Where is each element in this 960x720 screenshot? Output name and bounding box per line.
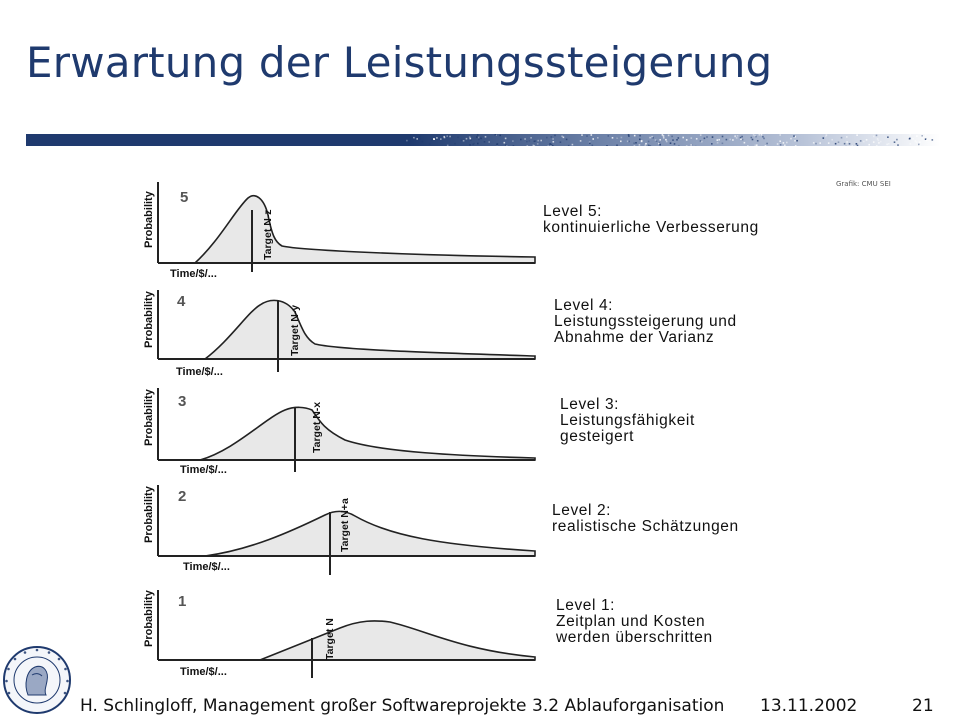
bar-texture-dot xyxy=(449,136,451,138)
bar-texture-dot xyxy=(477,134,479,136)
target-label-2: Target N+a xyxy=(339,498,351,552)
bar-texture-dot xyxy=(815,143,817,145)
bar-texture-dot xyxy=(790,138,792,140)
bar-texture-dot xyxy=(704,138,706,140)
bar-texture-dot xyxy=(777,143,779,145)
bar-texture-dot xyxy=(440,138,442,140)
bar-texture-dot xyxy=(686,139,688,141)
bar-texture-dot xyxy=(755,145,757,147)
y-label-2: Probability xyxy=(143,486,155,543)
bar-texture-dot xyxy=(700,140,702,142)
bar-texture-dot xyxy=(691,137,693,139)
bar-texture-dot xyxy=(700,134,702,136)
panel-number-1: 1 xyxy=(178,593,187,610)
bar-texture-dot xyxy=(916,135,918,137)
panel-level-1 xyxy=(143,589,535,678)
bar-texture-dot xyxy=(880,141,882,143)
bar-texture-dot xyxy=(504,142,506,144)
bar-texture-dot xyxy=(860,140,862,142)
bar-texture-dot xyxy=(470,138,472,140)
university-seal-logo xyxy=(2,645,72,715)
bar-texture-dot xyxy=(488,141,490,143)
bar-texture-dot xyxy=(823,137,825,139)
bar-texture-dot xyxy=(552,145,554,146)
bar-texture-dot xyxy=(446,135,448,137)
bar-texture-dot xyxy=(499,135,501,137)
footer-page-number: 21 xyxy=(912,696,934,716)
bar-texture-dot xyxy=(686,145,688,146)
bar-texture-dot xyxy=(447,145,449,146)
bar-texture-dot xyxy=(841,137,843,139)
bar-texture-dot xyxy=(470,139,472,141)
level-5-line2: kontinuierliche Verbesserung xyxy=(543,219,759,236)
bar-texture-dot xyxy=(546,137,548,139)
bar-texture-dot xyxy=(663,135,665,137)
bar-texture-dot xyxy=(656,140,658,142)
bar-texture-dot xyxy=(835,143,837,145)
bar-texture-dot xyxy=(480,138,482,140)
panel-level-4 xyxy=(143,290,535,378)
bar-texture-dot xyxy=(909,138,911,140)
level-3-line3: gesteigert xyxy=(560,428,635,445)
bar-texture-dot xyxy=(866,139,868,141)
level-4-description xyxy=(554,298,737,346)
bar-texture-dot xyxy=(726,139,728,141)
bar-texture-dot xyxy=(406,140,408,142)
bar-texture-dot xyxy=(409,141,411,143)
bar-texture-dot xyxy=(422,141,424,143)
bar-texture-dot xyxy=(645,143,647,145)
bar-texture-dot xyxy=(916,141,918,143)
bar-texture-dot xyxy=(786,142,788,144)
bar-texture-dot xyxy=(910,143,912,145)
bar-texture-dot xyxy=(497,143,499,145)
bar-texture-dot xyxy=(846,136,848,138)
bar-texture-dot xyxy=(878,140,880,142)
distribution-curve-1 xyxy=(260,621,535,660)
bar-texture-dot xyxy=(429,143,431,145)
y-label-5: Probability xyxy=(143,191,155,248)
bar-texture-dot xyxy=(740,137,742,139)
bar-texture-dot xyxy=(634,135,636,137)
bar-texture-dot xyxy=(759,134,761,136)
bar-texture-dot xyxy=(711,143,713,145)
bar-texture-dot xyxy=(431,139,433,141)
bar-texture-dot xyxy=(652,137,654,139)
bar-texture-dot xyxy=(513,145,515,146)
bar-texture-dot xyxy=(650,145,652,146)
bar-texture-dot xyxy=(549,143,551,145)
bar-texture-dot xyxy=(529,140,531,142)
bar-texture-dot xyxy=(712,136,714,138)
bar-texture-dot xyxy=(718,139,720,141)
bar-texture-dot xyxy=(706,136,708,138)
bar-texture-dot xyxy=(919,145,921,146)
bar-texture-dot xyxy=(744,142,746,144)
bar-texture-dot xyxy=(444,137,446,139)
panel-number-5: 5 xyxy=(180,189,189,206)
bar-texture-dot xyxy=(831,139,833,141)
bar-texture-dot xyxy=(526,141,528,143)
bar-texture-dot xyxy=(780,144,782,146)
bar-texture-dot xyxy=(554,135,556,137)
bar-texture-dot xyxy=(757,140,759,142)
bar-texture-dot xyxy=(477,143,479,145)
bar-texture-dot xyxy=(873,136,875,138)
bar-texture-dot xyxy=(469,136,471,138)
bar-texture-dot xyxy=(838,141,840,143)
bar-texture-dot xyxy=(813,142,815,144)
bar-texture-dot xyxy=(678,145,680,146)
bar-texture-dot xyxy=(925,134,927,136)
bar-texture-dot xyxy=(868,144,870,146)
bar-texture-dot xyxy=(645,144,647,146)
target-label-4: Target N-y xyxy=(289,304,301,356)
bar-texture-dot xyxy=(926,140,928,142)
bar-texture-dot xyxy=(419,136,421,138)
level-2-title: Level 2: xyxy=(552,502,612,519)
bar-texture-dot xyxy=(736,137,738,139)
x-label-4: Time/$/... xyxy=(176,366,223,378)
bar-texture-dot xyxy=(505,138,507,140)
bar-texture-dot xyxy=(857,145,859,146)
bar-texture-dot xyxy=(666,141,668,143)
target-label-3: Target N-x xyxy=(311,401,323,453)
bar-texture-dot xyxy=(412,138,414,140)
bar-texture-dot xyxy=(479,137,481,139)
bar-texture-dot xyxy=(473,143,475,145)
title-underline-bar xyxy=(26,134,940,146)
panel-number-4: 4 xyxy=(177,293,186,310)
x-label-3: Time/$/... xyxy=(180,464,227,476)
level-3-line2: Leistungsfähigkeit xyxy=(560,412,695,429)
x-label-5: Time/$/... xyxy=(170,268,217,280)
bar-texture-dot xyxy=(485,136,487,138)
bar-texture-dot xyxy=(894,141,896,143)
bar-texture-dot xyxy=(560,141,562,143)
distribution-curve-5 xyxy=(195,196,535,263)
bar-texture-dot xyxy=(755,136,757,138)
level-1-line2: Zeitplan und Kosten xyxy=(556,613,706,630)
target-label-1: Target N xyxy=(324,618,336,660)
bar-texture-dot xyxy=(433,138,435,140)
bar-texture-dot xyxy=(896,139,898,141)
bar-texture-dot xyxy=(572,144,574,146)
bar-texture-dot xyxy=(454,143,456,145)
bar-texture-dot xyxy=(659,139,661,141)
level-4-line2: Leistungssteigerung und xyxy=(554,313,737,330)
bar-texture-dot xyxy=(740,138,742,140)
bar-texture-dot xyxy=(659,142,661,144)
bar-texture-dot xyxy=(737,135,739,137)
bar-texture-dot xyxy=(530,137,532,139)
bar-texture-dot xyxy=(635,142,637,144)
bar-texture-dot xyxy=(520,139,522,141)
bar-texture-dot xyxy=(416,138,418,140)
bar-texture-dot xyxy=(696,138,698,140)
bar-texture-dot xyxy=(580,140,582,142)
bar-texture-dot xyxy=(620,141,622,143)
bar-texture-dot xyxy=(873,141,875,143)
bar-texture-dot xyxy=(581,134,583,136)
bar-texture-dot xyxy=(550,146,552,147)
y-label-1: Probability xyxy=(143,590,155,647)
bar-texture-dot xyxy=(665,139,667,141)
bar-texture-dot xyxy=(592,138,594,140)
bar-texture-dot xyxy=(761,134,763,136)
bar-texture-dot xyxy=(639,144,641,146)
bar-texture-dot xyxy=(659,144,661,146)
bar-texture-dot xyxy=(793,135,795,137)
bar-texture-dot xyxy=(779,140,781,142)
bar-texture-dot xyxy=(912,138,914,140)
bar-texture-dot xyxy=(747,145,749,146)
x-label-1: Time/$/... xyxy=(180,666,227,678)
bar-texture-dot xyxy=(752,139,754,141)
bar-texture-dot xyxy=(553,141,555,143)
level-1-line3: werden überschritten xyxy=(556,629,713,646)
bar-texture-dot xyxy=(668,135,670,137)
bar-texture-dot xyxy=(469,144,471,146)
distribution-curve-2 xyxy=(205,511,535,556)
bar-texture-dot xyxy=(552,138,554,140)
bar-texture-dot xyxy=(732,139,734,141)
bar-texture-dot xyxy=(876,145,878,146)
bar-texture-dot xyxy=(616,145,618,147)
bar-texture-dot xyxy=(606,145,608,146)
footer-section: 3.2 Ablauforganisation xyxy=(532,696,725,716)
bar-texture-dot xyxy=(512,140,514,142)
bar-texture-dot xyxy=(751,137,753,139)
bar-texture-dot xyxy=(671,136,673,138)
slide-title: Erwartung der Leistungssteigerung xyxy=(26,38,773,87)
image-credit: Grafik: CMU SEI xyxy=(836,180,891,188)
bar-texture-dot xyxy=(476,136,478,138)
bar-texture-dot xyxy=(856,143,858,145)
level-2-description xyxy=(552,503,739,535)
bar-texture-dot xyxy=(524,138,526,140)
bar-texture-dot xyxy=(547,146,549,147)
bar-texture-dot xyxy=(722,136,724,138)
bar-texture-dot xyxy=(672,139,674,141)
bar-texture-dot xyxy=(591,134,593,136)
distribution-curve-4 xyxy=(205,300,535,359)
bar-texture-dot xyxy=(608,135,610,137)
bar-texture-dot xyxy=(717,142,719,144)
bar-texture-dot xyxy=(722,143,724,145)
level-4-line3: Abnahme der Varianz xyxy=(554,329,715,346)
level-1-title: Level 1: xyxy=(556,597,616,614)
bar-texture-dot xyxy=(663,137,665,139)
bar-texture-dot xyxy=(886,144,888,146)
bar-texture-dot xyxy=(527,145,529,146)
bar-texture-dot xyxy=(910,134,912,136)
bar-texture-dot xyxy=(670,142,672,144)
bar-texture-dot xyxy=(741,136,743,138)
bar-texture-dot xyxy=(877,138,879,140)
panel-number-3: 3 xyxy=(178,393,187,410)
bar-texture-dot xyxy=(676,139,678,141)
bar-texture-dot xyxy=(888,143,890,145)
panel-level-3 xyxy=(143,388,535,476)
bar-texture-dot xyxy=(682,137,684,139)
bar-texture-dot xyxy=(765,145,767,146)
panel-level-2 xyxy=(143,485,535,575)
bar-texture-dot xyxy=(819,142,821,144)
bar-texture-dot xyxy=(551,136,553,138)
bar-texture-dot xyxy=(540,140,542,142)
bar-texture-dot xyxy=(484,141,486,143)
maturity-curves xyxy=(140,160,832,680)
bar-texture-dot xyxy=(563,137,565,139)
bar-texture-dot xyxy=(856,134,858,136)
bar-texture-dot xyxy=(734,136,736,138)
bar-texture-dot xyxy=(463,140,465,142)
bar-texture-dot xyxy=(766,143,768,145)
bar-texture-dot xyxy=(621,137,623,139)
bar-texture-dot xyxy=(932,139,934,141)
bar-texture-dot xyxy=(863,141,865,143)
level-5-title: Level 5: xyxy=(543,203,603,220)
bar-texture-dot xyxy=(534,145,536,146)
y-label-3: Probability xyxy=(143,389,155,446)
bar-texture-dot xyxy=(878,142,880,144)
bar-texture-dot xyxy=(762,136,764,138)
bar-texture-dot xyxy=(592,145,594,146)
bar-texture-dot xyxy=(436,137,438,139)
bar-texture-dot xyxy=(617,137,619,139)
distribution-curve-3 xyxy=(200,407,535,460)
bar-texture-dot xyxy=(551,144,553,146)
bar-texture-dot xyxy=(919,141,921,143)
level-3-description xyxy=(560,397,695,445)
bar-texture-dot xyxy=(678,137,680,139)
level-3-title: Level 3: xyxy=(560,396,620,413)
bar-texture-dot xyxy=(846,141,848,143)
bar-texture-dot xyxy=(779,134,781,136)
bar-texture-dot xyxy=(495,134,497,136)
bar-texture-dot xyxy=(849,143,851,145)
bar-texture-dot xyxy=(628,134,630,136)
bar-texture-dot xyxy=(826,134,828,136)
bar-texture-dot xyxy=(586,135,588,137)
bar-texture-dot xyxy=(828,142,830,144)
bar-texture-dot xyxy=(753,134,755,136)
bar-texture-dot xyxy=(568,145,570,146)
bar-texture-dot xyxy=(597,137,599,139)
bar-texture-dot xyxy=(537,140,539,142)
bar-texture-dot xyxy=(795,145,797,146)
panel-level-5 xyxy=(143,182,535,280)
panel-number-2: 2 xyxy=(178,488,187,505)
bar-texture-dot xyxy=(633,142,635,144)
bar-texture-dot xyxy=(756,144,758,146)
bar-texture-dot xyxy=(478,139,480,141)
x-label-2: Time/$/... xyxy=(183,561,230,573)
bar-texture-dot xyxy=(921,137,923,139)
bar-texture-dot xyxy=(612,137,614,139)
footer-date: 13.11.2002 xyxy=(760,696,858,716)
bar-texture-dot xyxy=(466,138,468,140)
bar-texture-dot xyxy=(537,143,539,145)
level-5-description xyxy=(543,204,759,236)
maturity-figure xyxy=(140,160,832,680)
bar-texture-dot xyxy=(742,139,744,141)
bar-texture-dot xyxy=(639,139,641,141)
bar-texture-dot xyxy=(589,142,591,144)
bar-texture-dot xyxy=(763,138,765,140)
bar-texture-dot xyxy=(648,141,650,143)
bar-texture-dot xyxy=(783,142,785,144)
bar-texture-dot xyxy=(566,139,568,141)
bar-texture-dot xyxy=(844,143,846,145)
y-label-4: Probability xyxy=(143,291,155,348)
bar-texture-dot xyxy=(690,144,692,146)
bar-texture-dot xyxy=(505,144,507,146)
bar-texture-dot xyxy=(639,135,641,137)
bar-texture-dot xyxy=(796,140,798,142)
level-4-title: Level 4: xyxy=(554,297,614,314)
bar-texture-dot xyxy=(641,141,643,143)
footer-author-course: H. Schlingloff, Management großer Softwareprojekte xyxy=(80,696,527,716)
bar-texture-dot xyxy=(419,138,421,140)
bar-texture-dot xyxy=(794,140,796,142)
bar-texture-dot xyxy=(851,145,853,146)
level-1-description xyxy=(556,598,713,646)
bar-texture-dot xyxy=(674,143,676,145)
bar-texture-dot xyxy=(457,137,459,139)
bar-texture-dot xyxy=(634,145,636,146)
bar-texture-dot xyxy=(897,144,899,146)
bar-texture-dot xyxy=(627,141,629,143)
bar-texture-dot xyxy=(461,139,463,141)
bar-texture-dot xyxy=(649,137,651,139)
bar-texture-dot xyxy=(534,141,536,143)
bar-texture-dot xyxy=(887,136,889,138)
level-2-line2: realistische Schätzungen xyxy=(552,518,739,535)
target-label-5: Target N-z xyxy=(262,209,274,260)
bar-texture-dot xyxy=(717,139,719,141)
bar-texture-dot xyxy=(729,139,731,141)
bar-texture-dot xyxy=(876,135,878,137)
bar-texture-dot xyxy=(784,145,786,147)
